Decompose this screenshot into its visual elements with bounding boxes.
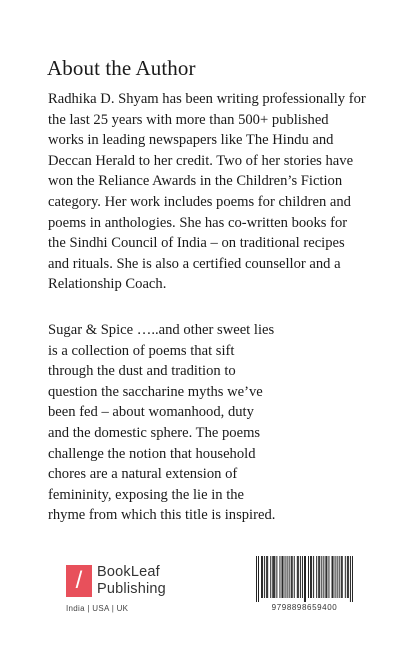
- barcode-bar: [326, 556, 327, 598]
- publisher-name-line2: Publishing: [97, 581, 166, 597]
- publisher-logo: [66, 564, 196, 620]
- barcode-bar: [272, 556, 273, 598]
- logo-glyph: /: [75, 567, 83, 594]
- barcode-bar: [273, 556, 274, 598]
- bio-line: works in leading newspapers like The Hindu and: [48, 132, 334, 149]
- publisher-name: [97, 564, 166, 598]
- barcode-bar: [279, 556, 280, 598]
- barcode-bar: [328, 556, 329, 598]
- barcode-bar: [276, 556, 277, 598]
- barcode-bar: [289, 556, 290, 598]
- barcode-bar: [319, 556, 320, 598]
- barcode-bar: [298, 556, 299, 598]
- blurb-line: and the domestic sphere. The poems: [48, 424, 261, 441]
- barcode-bar: [262, 556, 263, 598]
- about-author-heading: About the Author: [47, 56, 196, 80]
- blurb-line: is a collection of poems that sift: [48, 342, 235, 359]
- barcode-bar: [302, 556, 303, 598]
- bio-line: and rituals. She is also a certified counsellor and a: [48, 255, 341, 272]
- isbn-number: 9798898659400: [271, 603, 338, 612]
- bio-line: Relationship Coach.: [48, 276, 167, 293]
- blurb-line: Sugar & Spice …..and other sweet lies: [48, 322, 275, 338]
- barcode-bar: [274, 556, 275, 598]
- barcode-bar: [266, 556, 267, 598]
- barcode: [256, 556, 353, 616]
- barcode-bars-icon: [256, 556, 353, 602]
- blurb-line: femininity, exposing the lie in the: [48, 486, 245, 503]
- barcode-bar: [311, 556, 312, 598]
- blurb-line: question the saccharine myths we’ve: [48, 383, 263, 400]
- book-blurb: [48, 320, 298, 526]
- barcode-bar: [313, 556, 314, 598]
- barcode-bar: [316, 556, 317, 598]
- barcode-bar: [287, 556, 288, 598]
- blurb-line: challenge the notion that household: [48, 445, 256, 462]
- barcode-bar: [300, 556, 301, 598]
- barcode-bar: [325, 556, 326, 598]
- barcode-bar: [283, 556, 284, 598]
- barcode-bar: [352, 556, 353, 602]
- bio-line: won the Reliance Awards in the Children’s Fiction: [48, 173, 343, 190]
- barcode-bar: [261, 556, 262, 598]
- barcode-bar: [321, 556, 322, 598]
- bookleaf-logo-icon: [66, 565, 92, 597]
- publisher-name-line1: BookLeaf: [97, 564, 160, 580]
- bio-line: the Sindhi Council of India – on traditional recipes: [48, 235, 345, 252]
- author-bio: [48, 89, 393, 295]
- barcode-bar: [333, 556, 334, 598]
- blurb-line: rhyme from which this title is inspired.: [48, 507, 276, 524]
- barcode-bar: [342, 556, 343, 598]
- barcode-bar: [264, 556, 265, 598]
- barcode-bar: [335, 556, 336, 598]
- barcode-bar: [304, 556, 305, 602]
- barcode-bar: [341, 556, 342, 598]
- blurb-line: been fed – about womanhood, duty: [48, 404, 254, 421]
- barcode-bar: [348, 556, 349, 598]
- bio-line: poems in anthologies. She has co-written books for: [48, 214, 348, 231]
- barcode-bar: [310, 556, 311, 598]
- barcode-bar: [318, 556, 319, 598]
- barcode-bar: [297, 556, 298, 598]
- barcode-bar: [305, 556, 306, 602]
- barcode-bar: [294, 556, 295, 598]
- barcode-bar: [332, 556, 333, 598]
- barcode-bar: [350, 556, 351, 602]
- blurb-line: through the dust and tradition to: [48, 363, 236, 380]
- barcode-bar: [267, 556, 268, 598]
- bio-line: Deccan Herald to her credit. Two of her stories have: [48, 152, 354, 169]
- barcode-bar: [282, 556, 283, 598]
- barcode-bar: [339, 556, 340, 598]
- bio-line: Radhika D. Shyam has been writing professionally for: [48, 91, 366, 107]
- publisher-regions: India | USA | UK: [66, 604, 129, 613]
- blurb-line: chores are a natural extension of: [48, 466, 238, 483]
- barcode-bar: [285, 556, 286, 598]
- barcode-bar: [256, 556, 257, 602]
- bio-line: category. Her work includes poems for children and: [48, 193, 351, 210]
- barcode-bar: [291, 556, 292, 598]
- barcode-bar: [345, 556, 346, 598]
- barcode-bar: [347, 556, 348, 598]
- barcode-bar: [337, 556, 338, 598]
- barcode-bar: [258, 556, 259, 602]
- barcode-bar: [292, 556, 293, 598]
- bio-line: the last 25 years with more than 500+ published: [48, 111, 329, 128]
- barcode-bar: [308, 556, 309, 598]
- barcode-bar: [323, 556, 324, 598]
- barcode-bar: [270, 556, 271, 598]
